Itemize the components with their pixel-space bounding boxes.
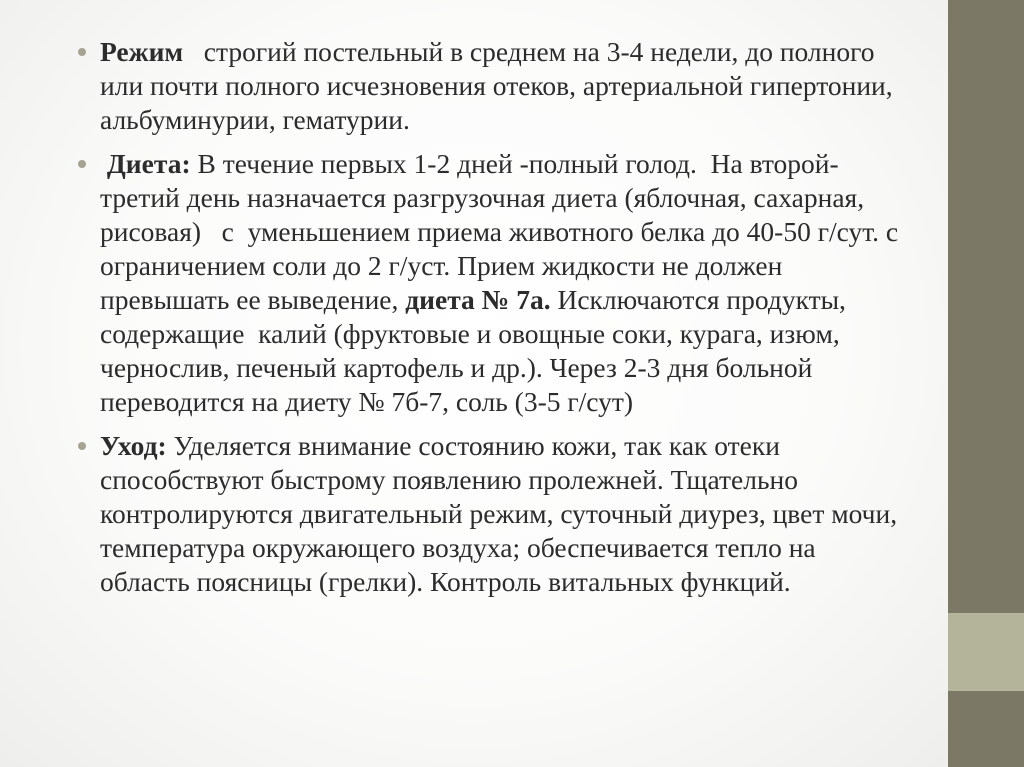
bullet-text: Уделяется внимание состоянию кожи, так как отеки способствуют быстрому появлению пролежней. Тщательно контролируются двигательный режим, суточный диурез, цвет мочи, температура окружающего воздуха; обеспечивается тепло на область поясницы (грелки). Контроль витальных функций. (100, 430, 904, 597)
bullet-text: строгий постельный в среднем на 3-4 недели, до полного или почти полного исчезновения отеков, артериальной гипертонии, альбуминурии, гематурии. (100, 36, 900, 135)
bullet-bold-text: диета № 7а. (405, 284, 551, 315)
bullet-diet (78, 147, 908, 419)
bullet-dot-icon (78, 442, 86, 450)
bullet-list (78, 35, 908, 609)
bullet-dot-icon (78, 48, 86, 56)
bullet-lead-space (100, 148, 107, 179)
side-decor-accent (948, 613, 1024, 691)
bullet-term: Режим (100, 36, 184, 67)
bullet-care (78, 429, 908, 599)
bullet-regimen (78, 35, 908, 137)
bullet-dot-icon (78, 160, 86, 168)
bullet-term: Диета: (106, 148, 191, 179)
bullet-text: В течение первых 1-2 дней -полный голод. На второй-третий день назначается разгрузочная диета (яблочная, сахарная, рисовая) с уменьшением приема животного белка до 40-50 г/сут. с ограничением соли до 2 г/уст. Прием жидкости не должен превышать ее выведение, (100, 148, 906, 315)
bullet-term: Уход: (100, 430, 167, 461)
bullet-text: Исключаются продукты, содержащие калий (фруктовые и овощные соки, курага, изюм, чернослив, печеный картофель и др.). Через 2-3 дня больной переводится на диету № 7б-7, соль (3-5 г/сут) (100, 284, 853, 417)
